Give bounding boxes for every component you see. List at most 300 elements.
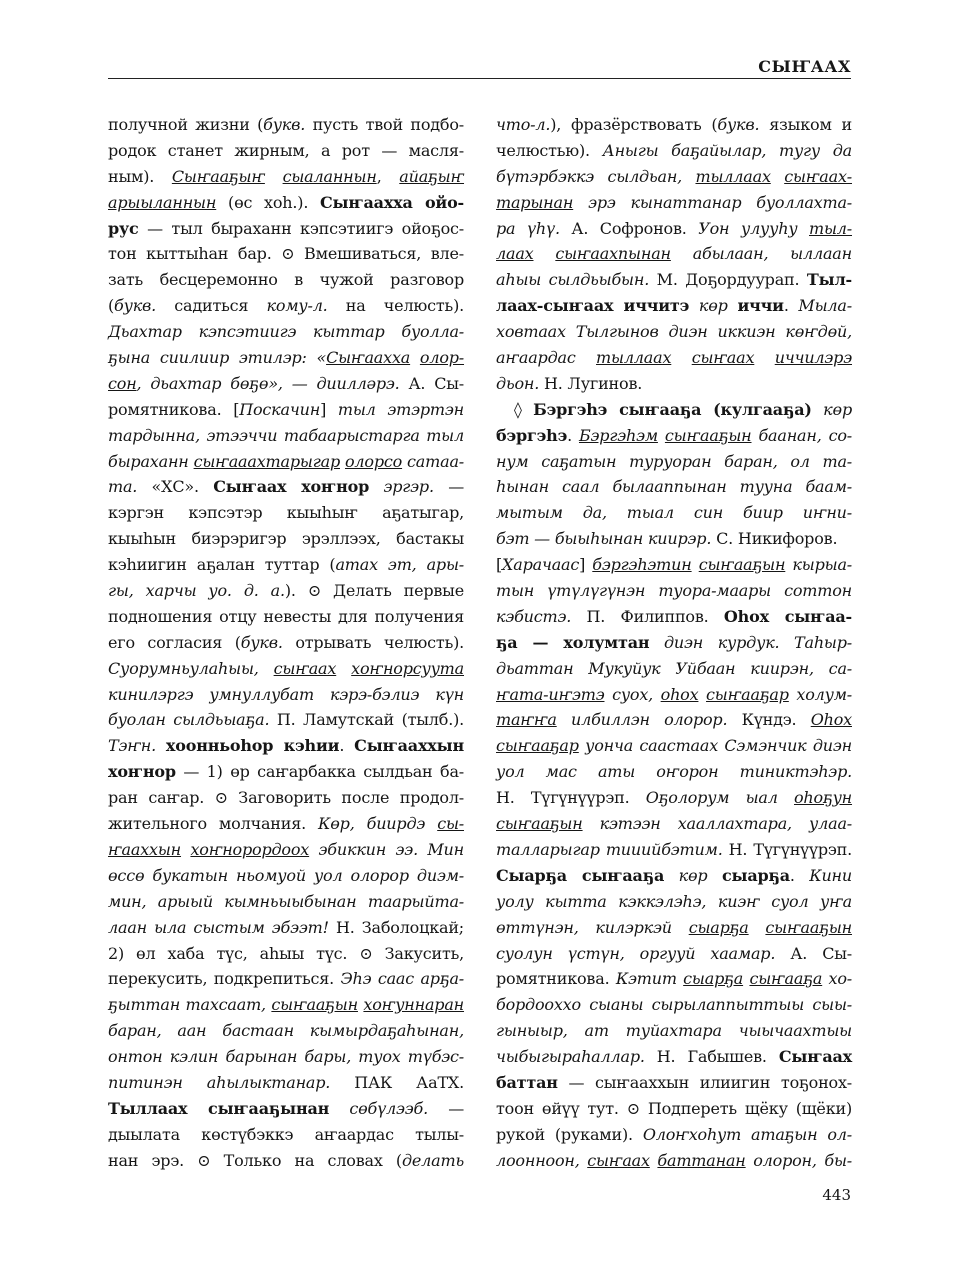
text-line bbox=[108, 216, 464, 242]
example-keyword-run: сыҥаах bbox=[691, 348, 755, 368]
text-run: Күндэ. bbox=[727, 710, 811, 730]
text-run: кэһиигин аҕалан туттар ( bbox=[108, 555, 336, 575]
text-run bbox=[812, 400, 823, 419]
text-line bbox=[496, 733, 852, 759]
running-headword: СЫҤААХ bbox=[758, 57, 851, 76]
italic-run: олорон, бы- bbox=[745, 1150, 852, 1170]
example-keyword-run: сыарҕа bbox=[688, 917, 749, 937]
text-line bbox=[496, 992, 852, 1018]
text-line bbox=[496, 216, 852, 242]
text-line bbox=[108, 552, 464, 578]
text-line bbox=[108, 604, 464, 630]
italic-run: букв. bbox=[263, 115, 306, 134]
text-line bbox=[496, 1070, 852, 1096]
headword-run: баттан bbox=[496, 1072, 558, 1092]
text-run: ромятникова. bbox=[496, 969, 616, 989]
text-line bbox=[108, 915, 464, 941]
text-line bbox=[108, 345, 464, 371]
example-keyword-run: айаҕыҥ bbox=[399, 166, 465, 186]
italic-run: суох, bbox=[604, 684, 661, 704]
text-line bbox=[496, 759, 852, 785]
italic-run: Аныгы баҕайылар, тугу да bbox=[602, 140, 852, 160]
italic-run: букв. bbox=[114, 296, 157, 316]
text-line bbox=[108, 241, 464, 267]
text-run bbox=[156, 736, 166, 755]
text-run: . bbox=[339, 736, 355, 756]
italic-run: буолан сылдьыаҕа. bbox=[108, 710, 270, 730]
italic-run: букв. bbox=[240, 632, 283, 652]
italic-run: Тэҥн. bbox=[108, 736, 156, 756]
italic-run: сөбүлээб. bbox=[349, 1098, 429, 1118]
example-keyword-run: хоҥуннаран bbox=[363, 995, 465, 1015]
italic-run: дьон. bbox=[496, 373, 540, 393]
example-keyword-run: баттанан bbox=[657, 1150, 746, 1170]
text-run: . bbox=[789, 865, 810, 885]
text-line bbox=[496, 345, 852, 371]
italic-run: питинэн аһылыктанар. bbox=[108, 1072, 331, 1092]
text-line bbox=[108, 1070, 464, 1096]
text-run: получной жизни ( bbox=[108, 115, 264, 134]
italic-run: тыл этэртэн bbox=[337, 399, 464, 419]
text-line bbox=[496, 552, 852, 578]
text-line bbox=[108, 397, 464, 423]
italic-run: уол мас аты оҥорон тиниктэһэр. bbox=[496, 762, 852, 782]
italic-run bbox=[534, 244, 556, 263]
text-line bbox=[108, 190, 464, 216]
example-keyword-run: сыҥааҕын bbox=[664, 425, 752, 445]
italic-run bbox=[754, 348, 774, 367]
example-keyword-run: Бэргэһэм bbox=[578, 425, 658, 445]
text-line bbox=[108, 966, 464, 992]
text-run: ромятникова. [ bbox=[108, 399, 240, 419]
italic-run: ховтаах Тылгынов диэн иккиэн көҥдөй, bbox=[496, 322, 852, 342]
example-keyword-run: тыллаах bbox=[596, 348, 672, 368]
text-run bbox=[329, 1099, 349, 1118]
text-line bbox=[108, 656, 464, 682]
italic-run: уолу кытта кэккэлэһэ, киэҥ суол уҥа bbox=[496, 891, 852, 911]
example-keyword-run: сыҥааҕа bbox=[749, 969, 823, 989]
text-line bbox=[108, 319, 464, 345]
italic-run: кому-л. bbox=[266, 296, 328, 316]
text-run: дыылата көстүбэккэ аҥаардас тылы- bbox=[108, 1124, 464, 1144]
italic-run: диэн курдук. Таһыр- bbox=[663, 632, 853, 652]
text-run: 2) өл хаба түс, аһыы түс. ⊙ Закусить, bbox=[108, 943, 464, 963]
text-run: Н. Түгүнүүрэп. bbox=[722, 839, 852, 859]
italic-run: көр bbox=[698, 296, 728, 316]
example-keyword-run: тыллаах bbox=[695, 166, 771, 186]
italic-run: ра үһү. bbox=[496, 218, 560, 238]
italic-run: кэтээн хааллахтара, улаа- bbox=[582, 814, 852, 834]
text-line bbox=[496, 682, 852, 708]
example-keyword-run: ҥааххын bbox=[108, 839, 182, 859]
text-run: Н. Заболоцкай; bbox=[328, 917, 465, 937]
example-keyword-run: арыыланнын bbox=[108, 192, 217, 212]
example-keyword-run: сыҥааҕар bbox=[706, 684, 789, 704]
text-run: Н. Габышев. bbox=[644, 1047, 779, 1067]
italic-run: чыбыгыраһаллар. bbox=[496, 1047, 645, 1067]
example-keyword-run: оһоҕун bbox=[794, 788, 853, 808]
italic-run bbox=[698, 685, 706, 704]
text-line bbox=[108, 889, 464, 915]
text-run bbox=[649, 633, 664, 652]
text-run: , bbox=[376, 166, 400, 186]
text-line bbox=[108, 526, 464, 552]
text-line bbox=[496, 1044, 852, 1070]
italic-run: ҕыттан тахсаат, bbox=[108, 995, 272, 1015]
text-run: ), фразёрствовать ( bbox=[550, 115, 718, 134]
example-keyword-run: сыҥааҕын bbox=[698, 555, 786, 575]
italic-run: мытым да, тыал син биир иҥни- bbox=[496, 503, 852, 523]
italic-run bbox=[771, 167, 784, 186]
text-line bbox=[496, 449, 852, 475]
headword-run: Тыл- bbox=[806, 270, 852, 290]
headword-run: рус bbox=[108, 218, 139, 238]
text-line bbox=[108, 112, 464, 138]
left-column bbox=[108, 112, 464, 1174]
italic-run bbox=[671, 348, 691, 367]
text-run: А. Сы- bbox=[775, 943, 852, 963]
text-run: кэргэн кэпсэтэр кыыһыҥ аҕатыгар, bbox=[108, 503, 464, 523]
text-run: перекусить, подкрепиться. bbox=[108, 969, 341, 989]
text-line bbox=[108, 992, 464, 1018]
text-line bbox=[108, 578, 464, 604]
text-run: ным). bbox=[108, 166, 172, 186]
text-run: ] bbox=[579, 555, 593, 575]
italic-run: бордооххо сыаны сырылаппыттыы сыы- bbox=[496, 995, 852, 1015]
text-run: ] bbox=[320, 399, 338, 419]
text-line bbox=[108, 759, 464, 785]
text-run bbox=[369, 477, 383, 496]
text-line bbox=[108, 630, 464, 656]
text-run: ПАК АаТХ. bbox=[330, 1072, 464, 1092]
text-run: — 1) өр саҥарбакка сылдьан ба- bbox=[175, 762, 464, 782]
italic-run bbox=[749, 918, 766, 937]
text-line bbox=[496, 267, 852, 293]
text-line bbox=[108, 1096, 464, 1122]
italic-run: та. bbox=[108, 477, 138, 497]
example-keyword-run: олорсо bbox=[344, 451, 403, 471]
italic-run: , дьахтар бөҕө», — диилләрэ. bbox=[136, 373, 400, 393]
text-run: ран саҥар. ⊙ Заговорить после продол- bbox=[108, 788, 464, 808]
italic-run: абылаан, ыллаан bbox=[670, 244, 852, 264]
text-line bbox=[496, 1122, 852, 1148]
text-line bbox=[496, 371, 852, 397]
italic-run: тын үтүлүгүнэн туора-маары соттон bbox=[496, 581, 852, 601]
example-keyword-run: Оһох bbox=[810, 710, 852, 730]
headword-run: хоонньоһор кэһии bbox=[165, 736, 340, 756]
text-run: отрывать челюсть). bbox=[282, 632, 465, 652]
example-keyword-run: таҥҥа bbox=[496, 710, 557, 730]
text-line bbox=[496, 915, 852, 941]
text-line bbox=[108, 941, 464, 967]
text-run: пусть твой подбо- bbox=[305, 115, 464, 134]
italic-run: быраханн bbox=[108, 451, 194, 471]
text-run: (өс хоһ.). bbox=[216, 192, 321, 212]
text-line bbox=[496, 241, 852, 267]
page-number: 443 bbox=[822, 1186, 851, 1204]
italic-run: бэт — быыһынан киирэр. bbox=[496, 529, 712, 549]
italic-run: һынан саал былааппынан тууна баам- bbox=[496, 477, 852, 497]
italic-run: Суорумньулаһыы, bbox=[108, 658, 274, 678]
text-line bbox=[496, 1018, 852, 1044]
italic-run: эргэр. bbox=[383, 477, 434, 497]
text-run: ( bbox=[108, 296, 115, 316]
text-line bbox=[108, 1044, 464, 1070]
example-keyword-run: сыҥаах- bbox=[784, 166, 852, 186]
italic-run: ҕына сиилиир этилэр: « bbox=[108, 348, 327, 368]
italic-run: эрэ кынаттанар буоллахта- bbox=[573, 192, 852, 212]
example-keyword-run: Сыҥааҕыҥ bbox=[171, 166, 265, 186]
headword-run: Бэргэһэ сыҥааҕа (кулгааҕа) bbox=[533, 399, 812, 419]
italic-run: бүтэрбэккэ сылдьан, bbox=[496, 166, 696, 186]
text-line bbox=[496, 863, 852, 889]
italic-run: эбиккин ээ. Мин bbox=[309, 839, 464, 859]
italic-run: өссө букатын ньомуой уол олорор диэм- bbox=[108, 865, 464, 885]
example-keyword-run: сыҥаахпынан bbox=[555, 244, 671, 264]
italic-run: Дьахтар кэпсэтиигэ кыттар буолла- bbox=[108, 322, 464, 342]
text-line bbox=[108, 164, 464, 190]
text-run: Н. Лугинов. bbox=[539, 373, 643, 393]
italic-run: мин, арыый кымньыыбынан таарыйта- bbox=[108, 891, 464, 911]
italic-run: баран, аан бастаан кымырдаҕаһынан, bbox=[108, 1021, 464, 1041]
headword-run: Сыҥааххын bbox=[354, 736, 464, 756]
text-run: кыыһын биэрэригэр эрэллээх, бастакы bbox=[108, 529, 464, 549]
text-line bbox=[496, 837, 852, 863]
example-keyword-run: сыаланнын bbox=[282, 166, 377, 186]
text-run: . bbox=[567, 425, 579, 445]
italic-run: көр bbox=[678, 865, 708, 885]
headword-run: сыарҕа bbox=[721, 865, 790, 885]
headword-run: Сыҥаахха ойо- bbox=[320, 192, 464, 212]
text-run: П. Ламутскай (тылб.). bbox=[269, 710, 465, 730]
italic-run: аһыы сылдьыбын. bbox=[496, 270, 650, 290]
text-run: «ХС». bbox=[137, 477, 214, 497]
text-line bbox=[496, 1148, 852, 1174]
headword-run: иччи bbox=[737, 296, 784, 316]
text-line bbox=[108, 863, 464, 889]
example-keyword-run: сыарҕа bbox=[683, 969, 744, 989]
italic-run bbox=[658, 426, 665, 445]
example-keyword-run: тарынан bbox=[496, 192, 574, 212]
italic-run: кырыа- bbox=[785, 555, 852, 575]
italic-run: Уон улууһу bbox=[698, 218, 809, 238]
text-line bbox=[108, 371, 464, 397]
text-run: садиться bbox=[156, 296, 267, 316]
text-run bbox=[689, 296, 699, 315]
text-line bbox=[108, 500, 464, 526]
right-column bbox=[496, 112, 852, 1174]
headword-run: Сыҥаах хоҥнор bbox=[213, 477, 370, 497]
text-line bbox=[496, 138, 852, 164]
headword-run: Тыллаах сыҥааҕынан bbox=[108, 1098, 330, 1118]
text-line bbox=[108, 785, 464, 811]
text-run: — bbox=[428, 1098, 465, 1118]
text-line bbox=[496, 811, 852, 837]
example-keyword-run: сыҥааҕын bbox=[271, 995, 358, 1015]
text-line bbox=[496, 423, 852, 449]
text-run bbox=[728, 296, 738, 315]
text-line bbox=[108, 449, 464, 475]
italic-run: Поскачин bbox=[239, 399, 321, 419]
italic-run: Көр, биирдэ bbox=[318, 814, 438, 834]
example-keyword-run: хоҥнорордоох bbox=[190, 839, 310, 859]
text-line bbox=[108, 682, 464, 708]
headword-run: Оһох сыҥаа- bbox=[723, 606, 852, 626]
italic-run: уонча саастаах Сэмэнчик диэн bbox=[578, 736, 852, 756]
text-run: челюстью). bbox=[496, 140, 603, 160]
text-run: — сыҥааххын илиигин тоҕонох- bbox=[557, 1072, 852, 1092]
italic-run bbox=[692, 555, 699, 574]
text-run: ◊ bbox=[514, 399, 534, 419]
header-rule bbox=[108, 78, 851, 79]
example-keyword-run: лаах bbox=[496, 244, 534, 264]
text-line bbox=[496, 656, 852, 682]
text-line bbox=[108, 1018, 464, 1044]
text-line bbox=[496, 319, 852, 345]
text-run: жительного молчания. bbox=[108, 814, 319, 834]
italic-run: тардынна, этээччи табаарыстарга тыл bbox=[108, 425, 464, 445]
text-line bbox=[496, 966, 852, 992]
italic-run: Оҕолорум ыал bbox=[645, 788, 794, 808]
text-run: — bbox=[433, 477, 464, 497]
text-run bbox=[707, 866, 721, 885]
italic-run: Мыла- bbox=[798, 296, 852, 316]
example-keyword-run: сы- bbox=[437, 814, 464, 834]
text-line bbox=[108, 267, 464, 293]
italic-run: Кэтит bbox=[615, 969, 684, 989]
italic-run: холум- bbox=[788, 684, 853, 704]
headword-run: бэргэһэ bbox=[496, 425, 568, 445]
text-line bbox=[108, 707, 464, 733]
text-line bbox=[108, 837, 464, 863]
example-keyword-run: сыҥааахтарыгар bbox=[193, 451, 340, 471]
text-line bbox=[496, 785, 852, 811]
text-line bbox=[496, 578, 852, 604]
text-run: . bbox=[783, 296, 799, 316]
text-line bbox=[496, 889, 852, 915]
italic-run: аҥаардас bbox=[496, 348, 597, 368]
text-line bbox=[496, 630, 852, 656]
example-keyword-run: сон bbox=[108, 373, 137, 393]
text-line bbox=[108, 138, 464, 164]
text-line bbox=[496, 941, 852, 967]
text-line bbox=[108, 733, 464, 759]
text-run: П. Филиппов. bbox=[571, 606, 724, 626]
text-run: С. Никифоров. bbox=[711, 529, 838, 549]
italic-run: Олоҥхоһут атаҕын ол- bbox=[642, 1124, 852, 1144]
text-line bbox=[108, 1122, 464, 1148]
text-run: родок станет жирным, а рот — масля- bbox=[108, 140, 464, 160]
text-line bbox=[496, 112, 852, 138]
text-line bbox=[496, 474, 852, 500]
italic-run: лоонноон, bbox=[496, 1150, 588, 1170]
italic-run bbox=[410, 348, 420, 367]
example-keyword-run: иччилэрэ bbox=[774, 348, 852, 368]
text-run: [ bbox=[496, 555, 503, 575]
italic-run: гы, харчы уо. д. а. bbox=[108, 581, 285, 601]
text-run: А. Сы- bbox=[399, 373, 464, 393]
text-run: языком и bbox=[759, 115, 852, 134]
italic-run: что-л. bbox=[496, 115, 551, 134]
example-keyword-run: сыҥаах bbox=[273, 658, 337, 678]
text-run: нан эрэ. ⊙ Только на словах ( bbox=[108, 1150, 402, 1170]
text-line bbox=[496, 604, 852, 630]
text-line bbox=[496, 707, 852, 733]
italic-run: дьаттан Мукуйук Уйбаан киирэн, са- bbox=[496, 658, 852, 678]
italic-run: Харачаас bbox=[502, 555, 580, 575]
text-run: А. Софронов. bbox=[559, 218, 699, 238]
example-keyword-run: ҥата-иҥэтэ bbox=[496, 684, 605, 704]
text-line bbox=[496, 1096, 852, 1122]
italic-run: көр bbox=[823, 399, 853, 419]
text-run: на челюсть). bbox=[327, 296, 464, 316]
text-line bbox=[108, 423, 464, 449]
italic-run: онтон кэлин барынан бары, туох түбэс- bbox=[108, 1047, 464, 1067]
headword-run: Сыарҕа сыҥааҕа bbox=[496, 865, 665, 885]
italic-run: кинилэргэ умнуллубат кэрэ-бэлиэ күн bbox=[108, 684, 464, 704]
italic-run: гыныыр, ат туйахтара чыычаахтыы bbox=[496, 1021, 852, 1041]
italic-run: Кини bbox=[809, 865, 852, 885]
text-run: зать бесцеремонно в чужой разговор bbox=[108, 270, 464, 290]
text-line bbox=[496, 164, 852, 190]
headword-run: лаах-сыҥаах иччитэ bbox=[496, 296, 690, 316]
example-keyword-run: бэргэһэтин bbox=[592, 555, 692, 575]
example-keyword-run: тыл- bbox=[809, 218, 852, 238]
headword-run: Сыҥаах bbox=[778, 1047, 852, 1067]
italic-run: баанан, со- bbox=[751, 425, 852, 445]
text-run: подношения отцу невесты для получения bbox=[108, 606, 464, 626]
example-keyword-run: оһох bbox=[660, 684, 699, 704]
text-line bbox=[108, 474, 464, 500]
text-line bbox=[496, 293, 852, 319]
text-run: его согласия ( bbox=[108, 632, 241, 652]
italic-run: суолун үстүн, оргууй хаамар. bbox=[496, 943, 776, 963]
italic-run: делать bbox=[401, 1150, 464, 1170]
italic-run: Эһэ саас арҕа- bbox=[340, 969, 464, 989]
text-run: — тыл быраханн кэпсэтиигэ ойоҕос- bbox=[138, 218, 464, 238]
text-line bbox=[496, 500, 852, 526]
italic-run: нум саҕатын туруоран баран, ол та- bbox=[496, 451, 852, 471]
italic-run: атах эт, ары- bbox=[335, 555, 464, 575]
italic-run: лаан ыла сыстым эбээт! bbox=[108, 917, 329, 937]
italic-run bbox=[336, 659, 351, 678]
italic-run: кэбистэ. bbox=[496, 606, 572, 626]
text-run: тоон өйүү тут. ⊙ Подпереть щёку (щёки) bbox=[496, 1098, 852, 1118]
text-run: тон кыттыһан бар. ⊙ Вмешиваться, вле- bbox=[108, 244, 464, 264]
text-run bbox=[265, 167, 283, 186]
example-keyword-run: сыҥааҕын bbox=[496, 814, 583, 834]
text-run: ). ⊙ Делать первые bbox=[284, 581, 464, 601]
example-keyword-run: сыҥаах bbox=[587, 1150, 650, 1170]
italic-run: өттүнэн, килэркэй bbox=[496, 917, 689, 937]
example-keyword-run: олор- bbox=[419, 348, 465, 368]
headword-run: ҕа — холумтан bbox=[496, 632, 650, 652]
italic-run: букв. bbox=[717, 115, 760, 134]
example-keyword-run: Сыҥааххa bbox=[326, 348, 411, 368]
headword-run: хоҥнор bbox=[108, 762, 176, 782]
text-line bbox=[496, 190, 852, 216]
italic-run: талларыгар тииийбэтим. bbox=[496, 839, 723, 859]
text-line bbox=[108, 1148, 464, 1174]
example-keyword-run: сыҥааҕын bbox=[765, 917, 852, 937]
text-line bbox=[108, 293, 464, 319]
text-run: Н. Түгүнүүрэп. bbox=[496, 788, 646, 808]
example-keyword-run: хоҥнорсуута bbox=[351, 658, 464, 678]
italic-run: хо- bbox=[822, 969, 852, 989]
example-keyword-run: сыҥааҕар bbox=[496, 736, 579, 756]
text-run: рукой (руками). bbox=[496, 1124, 643, 1144]
text-line bbox=[496, 397, 852, 423]
